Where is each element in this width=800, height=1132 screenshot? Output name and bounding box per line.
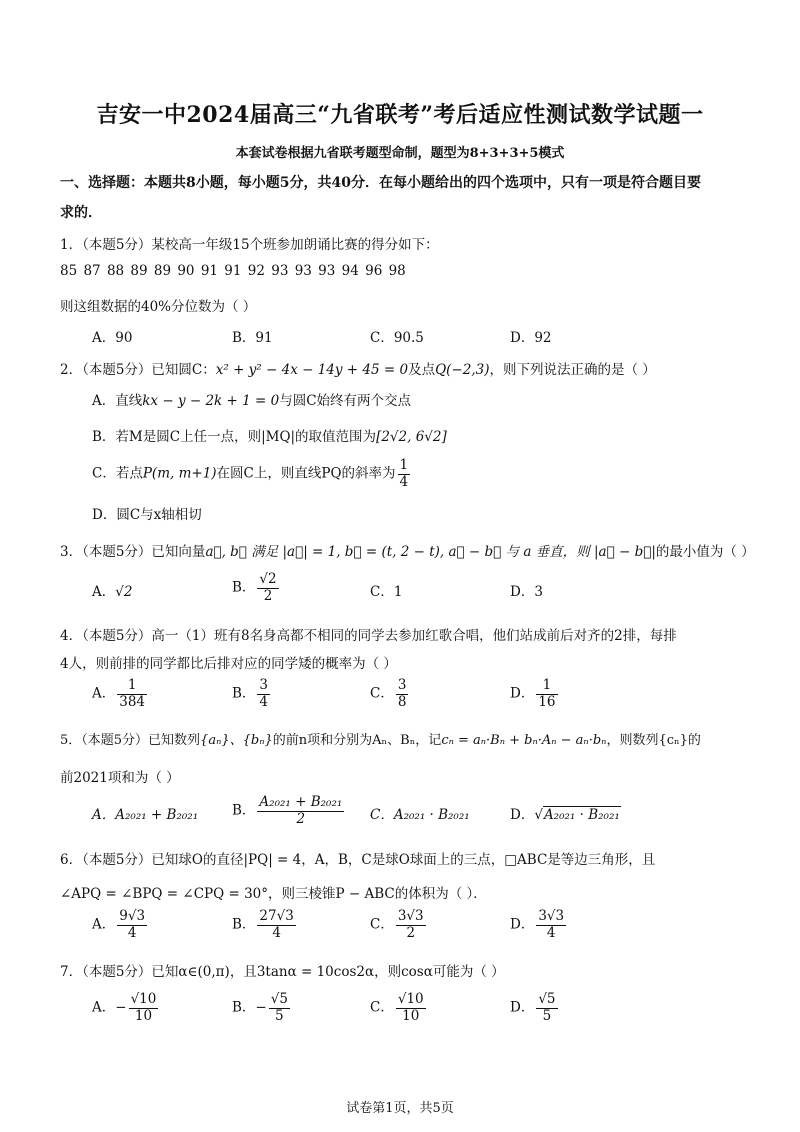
fraction-numerator: √10 (130, 991, 157, 1007)
q3-stem-pre: 3．（本题5分）已知向量 (60, 544, 206, 560)
fraction-denominator: 2 (406, 924, 416, 941)
q5-definition: cₙ = aₙ·Bₙ + bₙ·Aₙ − aₙ·bₙ (441, 733, 607, 748)
page-subtitle: 本套试卷根据九省联考题型命制，题型为8+3+3+5模式 (235, 146, 565, 161)
section-heading-cont: 求的． (60, 205, 102, 221)
fraction-denominator: 2 (296, 810, 306, 827)
q1-scores: 85 87 88 89 89 90 91 91 92 93 93 93 94 96 98 (60, 263, 406, 279)
q2-option-b-range: [2√2, 6√2] (376, 429, 447, 445)
q3-options (92, 572, 732, 612)
q7-option-c (370, 992, 428, 1024)
option-value: A．A₂₀₂₁ + B₂₀₂₁ (92, 807, 199, 823)
option-fraction (396, 992, 426, 1024)
fraction-numerator: 1 (117, 678, 147, 695)
fraction-denominator: 8 (397, 693, 407, 710)
fraction-denominator: 4 (127, 924, 137, 941)
q7-stem: 7．（本题5分）已知α∈(0,π)，且3tanα = 10cos2α，则cosα可能为（ ） (60, 964, 505, 980)
q3-option-a (92, 580, 132, 600)
q4-option-b (232, 678, 272, 710)
fraction-numerator: 1 (399, 457, 409, 473)
fraction-denominator: 4 (259, 693, 269, 710)
q2-option-c-mid: 在圆C上，则直线PQ的斜率为 (216, 465, 396, 482)
q2-option-b-pre: B．若M是圆C上任一点，则|MQ|的取值范围为 (92, 429, 377, 445)
q6-options (92, 909, 732, 949)
option-fraction (257, 678, 270, 710)
q3-option-c: C．1 (370, 584, 403, 600)
q3-stem (60, 540, 755, 560)
q5-options (92, 795, 732, 835)
option-label: C． (370, 916, 394, 933)
option-fraction (257, 909, 295, 941)
fraction-denominator: 4 (399, 473, 409, 490)
fraction-numerator: 1 (536, 678, 557, 695)
page-footer: 试卷第1页，共5页 (346, 1101, 454, 1116)
fraction-denominator: 5 (275, 1007, 284, 1024)
option-value: A₂₀₂₁ · B₂₀₂₁ (543, 807, 620, 823)
option-label: B． (232, 685, 256, 702)
fraction-denominator: 384 (119, 693, 146, 710)
q4-option-d (510, 678, 560, 710)
q2-option-a (92, 389, 732, 409)
q2-option-c-pre: C．若点 (92, 465, 143, 482)
fraction-numerator: √5 (270, 991, 288, 1007)
option-fraction (117, 909, 147, 941)
q1-option-c: C．90.5 (370, 330, 424, 346)
option-fraction (129, 992, 159, 1024)
page-title: 吉安一中2024届高三“九省联考”考后适应性测试数学试题一 (96, 102, 704, 128)
option-label: D． (510, 807, 535, 823)
option-value: C．A₂₀₂₁ · B₂₀₂₁ (370, 807, 470, 823)
q6-option-c (370, 909, 428, 941)
q6-option-a (92, 909, 149, 941)
option-label: A． (92, 685, 116, 702)
fraction-numerator: 3√3 (397, 908, 424, 924)
option-label: D． (510, 916, 535, 933)
option-fraction (257, 795, 344, 827)
fraction-numerator: 9√3 (119, 908, 146, 924)
q4-stem-line1: 4．（本题5分）高一（1）班有8名身高都不相同的同学去参加红歌合唱，他们站成前后对齐的2排，每排 (60, 628, 677, 644)
q7-options (92, 992, 732, 1032)
q1-ask: 则这组数据的40%分位数为（ ） (60, 299, 257, 315)
fraction-denominator: 2 (263, 587, 273, 604)
q5-option-d: D．√A₂₀₂₁ · B₂₀₂₁ (510, 807, 620, 823)
option-label: D． (510, 999, 535, 1016)
q1-option-a: A．90 (92, 330, 133, 346)
fraction-numerator: √5 (538, 991, 556, 1007)
option-fraction (396, 909, 426, 941)
q7-option-b (232, 992, 292, 1024)
q4-stem-line2: 4人，则前排的同学都比后排对应的同学矮的概率为（ ） (60, 656, 397, 672)
option-fraction (269, 992, 290, 1024)
q2-stem (60, 358, 750, 378)
q4-option-a (92, 678, 149, 710)
option-label: A． (92, 916, 116, 933)
fraction-numerator: 3 (259, 677, 269, 693)
q5-sequences: {aₙ}、{bₙ} (200, 733, 273, 748)
fraction-denominator: 10 (402, 1007, 420, 1024)
option-label: B． (232, 802, 256, 819)
q3-option-b (232, 572, 281, 604)
q5-option-c (370, 803, 470, 823)
q3-stem-post: 的最小值为（ ） (655, 544, 755, 560)
fraction-denominator: 5 (542, 1007, 552, 1024)
q5-stem-post: ，则数列{cₙ}的 (606, 733, 701, 748)
q6-option-b (232, 909, 298, 941)
fraction-numerator: 27√3 (259, 908, 294, 924)
q3-option-d: D．3 (510, 584, 543, 600)
q2-option-c (92, 458, 732, 490)
q4-options (92, 678, 732, 718)
q7-option-d (510, 992, 560, 1024)
option-label: A． (92, 584, 116, 600)
fraction-denominator: 16 (538, 693, 556, 710)
q6-stem-line2: ∠APQ = ∠BPQ = ∠CPQ = 30°，则三棱锥P − ABC的体积为（ ）． (60, 886, 487, 902)
option-fraction (117, 678, 147, 710)
option-fraction (536, 678, 557, 710)
fraction-numerator: √10 (397, 991, 424, 1007)
q3-vector-condition: a⃗, b⃗ 满足 |a⃗| = 1, b⃗ = (t, 2 − t), a⃗ − b⃗ 与 a 垂直，则 |a⃗ − b⃗| (205, 544, 656, 560)
q6-option-d (510, 909, 568, 941)
option-label: B． (232, 579, 256, 596)
q6-stem-line1: 6．（本题5分）已知球O的直径|PQ| = 4，A，B，C是球O球面上的三点，□ABC是等边三角形，且 (60, 852, 656, 868)
fraction-numerator: 3√3 (538, 908, 565, 924)
option-fraction (536, 992, 557, 1024)
fraction-denominator: 4 (272, 924, 281, 941)
option-fraction (396, 678, 409, 710)
q5-option-a (92, 803, 198, 823)
q2-option-a-eq: kx − y − 2k + 1 = 0 (142, 393, 280, 409)
option-fraction (257, 572, 278, 604)
q7-option-a (92, 992, 160, 1024)
section-heading: 一、选择题：本题共8小题，每小题5分，共40分．在每小题给出的四个选项中，只有一项是符合题目要 (60, 175, 701, 191)
q2-option-a-post: 与圆C始终有两个交点 (279, 393, 412, 409)
fraction-denominator: 4 (546, 924, 556, 941)
q5-stem-line2: 前2021项和为（ ） (60, 770, 180, 786)
q2-equation: x² + y² − 4x − 14y + 45 = 0 (215, 362, 409, 378)
fraction-numerator: 3 (397, 677, 407, 693)
fraction-numerator: A₂₀₂₁ + B₂₀₂₁ (259, 794, 343, 810)
q2-option-b (92, 425, 732, 445)
option-fraction (536, 909, 566, 941)
q5-stem-pre: 5．（本题5分）已知数列 (60, 733, 201, 748)
q5-stem-mid: 的前n项和分别为Aₙ、Bₙ，记 (272, 733, 442, 748)
q5-option-b (232, 795, 346, 827)
fraction-numerator: √2 (259, 571, 277, 587)
q2-option-c-fraction (398, 458, 411, 490)
q1-stem: 1．（本题5分）某校高一年级15个班参加朗诵比赛的得分如下： (60, 237, 439, 253)
q2-point-q: Q(−2,3) (435, 362, 490, 378)
fraction-denominator: 10 (134, 1007, 153, 1024)
q2-option-a-pre: A．直线 (92, 393, 143, 409)
q2-stem-pre: 2．（本题5分）已知圆C： (60, 362, 216, 378)
option-label: A．− (92, 999, 127, 1016)
option-label: B．− (232, 999, 267, 1016)
option-label: B． (232, 916, 256, 933)
q2-option-c-point: P(m, m+1) (142, 465, 217, 482)
q2-option-d: D．圆C与x轴相切 (92, 507, 202, 523)
q5-stem-line1 (60, 729, 750, 748)
q2-stem-mid: 及点 (408, 362, 436, 378)
q1-option-d: D．92 (510, 330, 552, 346)
option-label: C． (370, 999, 394, 1016)
option-value: √2 (115, 584, 133, 600)
q2-stem-post: ，则下列说法正确的是（ ） (489, 362, 656, 378)
q1-option-b: B．91 (232, 330, 273, 346)
option-label: D． (510, 685, 535, 702)
option-label: C． (370, 685, 394, 702)
q4-option-c (370, 678, 410, 710)
